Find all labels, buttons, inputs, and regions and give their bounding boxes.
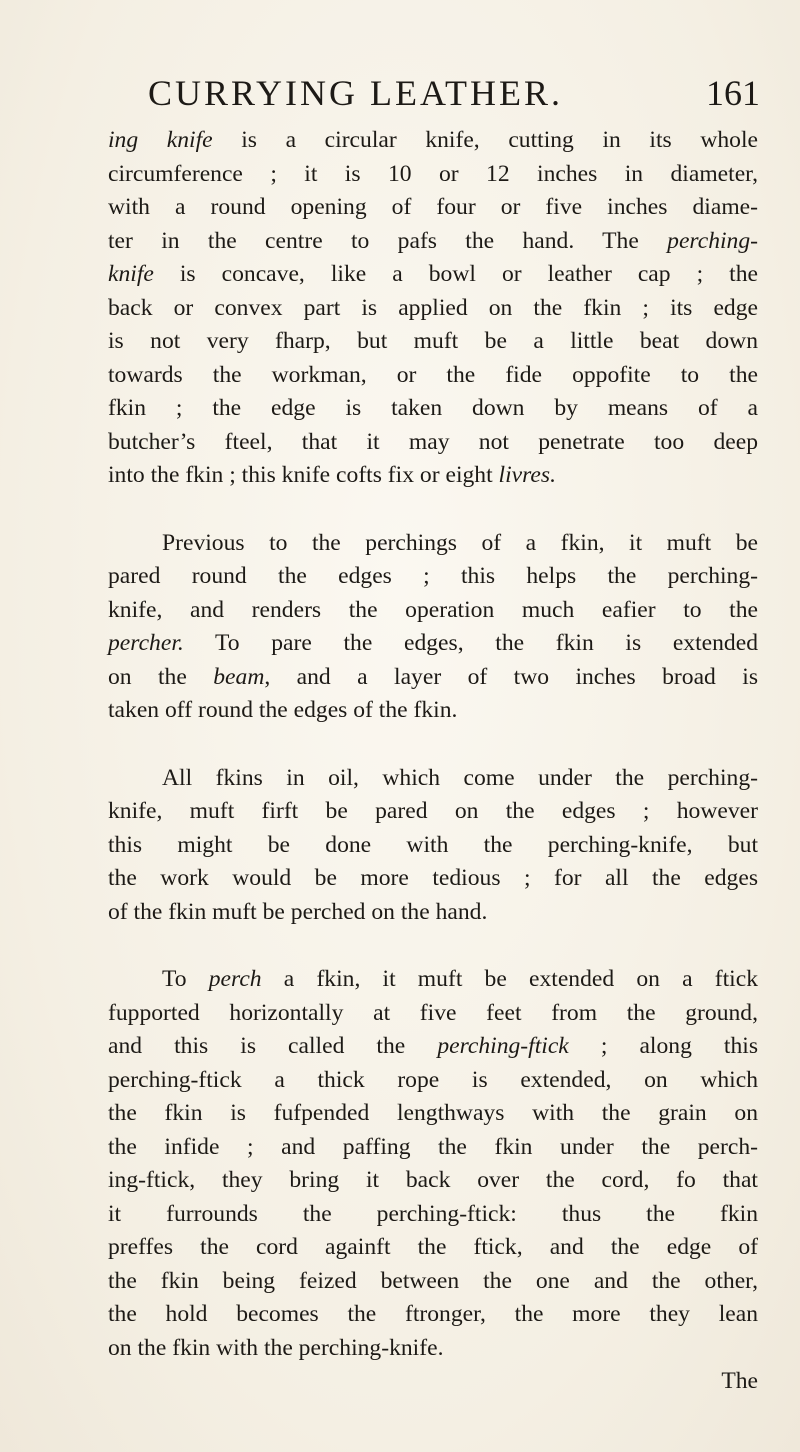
text-line (108, 1265, 758, 1299)
text-run: the work would be more tedious ; for all the edges (108, 865, 758, 891)
text-line (108, 627, 758, 661)
text-line (108, 1231, 758, 1265)
text-run: a fkin, it muft be extended on a ftick (261, 966, 758, 992)
text-line (108, 862, 758, 896)
italic-term: percher. (108, 630, 184, 656)
text-run: Previous to the perchings of a fkin, it muft be (162, 529, 758, 556)
paragraph (108, 963, 758, 1365)
text-run: is not very fharp, but muft be a little beat down (108, 328, 758, 354)
page-number: 161 (706, 73, 760, 113)
text-run: , and a layer of two inches broad is (264, 663, 758, 690)
text-run: of the fkin muft be perched on the hand. (108, 898, 488, 925)
italic-term: perching-ftick (437, 1033, 569, 1059)
running-head (148, 68, 760, 118)
text-run: on the (108, 663, 214, 690)
text-line (108, 292, 758, 326)
text-run: fkin ; the edge is taken down by means of a (108, 395, 758, 421)
italic-term: perching- (667, 227, 758, 254)
text-run: the infide ; and paffing the fkin under the perch- (108, 1133, 758, 1160)
text-line (108, 527, 758, 561)
text-line (108, 1198, 758, 1232)
text-run: with a round opening of four or five inches diame- (108, 194, 758, 220)
paragraph-gap (108, 929, 758, 963)
paragraph (108, 527, 758, 728)
text-line (108, 1332, 758, 1366)
text-run: the fkin is fufpended lengthways with the grain on (108, 1100, 758, 1126)
catchword: The (721, 1368, 758, 1394)
text-line (108, 325, 758, 359)
text-run: on the fkin with the perching-knife. (108, 1334, 444, 1361)
text-run: fupported horizontally at five feet from the ground, (108, 999, 758, 1026)
text-line (108, 829, 758, 863)
text-run: pared round the edges ; this helps the perching- (108, 563, 758, 589)
text-run: circumference ; it is 10 or 12 inches in diameter, (108, 160, 758, 187)
text-line (108, 896, 758, 930)
italic-term: perch (208, 966, 262, 992)
text-run: taken off round the edges of the fkin. (108, 697, 458, 723)
text-run: the fkin being feized between the one and the other, (108, 1267, 758, 1294)
paragraph-gap (108, 493, 758, 527)
text-line (108, 459, 758, 493)
text-run: and this is called the (108, 1033, 438, 1059)
text-run: back or convex part is applied on the fkin ; its edge (108, 294, 758, 321)
text-run: butcher’s fteel, that it may not penetrate too deep (108, 428, 758, 455)
text-line (108, 963, 758, 997)
text-run: is concave, like a bowl or leather cap ; the (153, 261, 758, 287)
text-run: towards the workman, or the fide oppofite to the (108, 361, 758, 388)
paragraph-gap (108, 728, 758, 762)
text-run: the hold becomes the ftronger, the more they lean (108, 1301, 758, 1327)
paragraph (108, 124, 758, 493)
text-run: preffes the cord againft the ftick, and the edge of (108, 1234, 758, 1260)
text-run: All fkins in oil, which come under the perching- (162, 764, 758, 791)
text-line (108, 158, 758, 192)
body-text (108, 124, 758, 1399)
text-line (108, 997, 758, 1031)
text-line (108, 359, 758, 393)
text-run: ing-ftick, they bring it back over the cord, fo that (108, 1167, 758, 1193)
italic-term: beam (213, 663, 265, 690)
text-line (108, 1030, 758, 1064)
text-line (108, 1097, 758, 1131)
text-run: it furrounds the perching-ftick: thus the fkin (108, 1200, 758, 1227)
text-run: this might be done with the perching-knife, but (108, 831, 758, 858)
text-run: To pare the edges, the fkin is extended (183, 630, 758, 656)
text-line (108, 124, 758, 158)
text-run: perching-ftick a thick rope is extended, on which (108, 1066, 758, 1093)
text-run: ter in the centre to pafs the hand. The (108, 227, 668, 254)
text-line (108, 762, 758, 796)
italic-term: knife (108, 261, 154, 287)
italic-term: livres. (498, 462, 556, 488)
text-run: into the fkin ; this knife cofts fix or eight (108, 462, 499, 488)
text-line (108, 1131, 758, 1165)
text-line (108, 560, 758, 594)
text-line (108, 795, 758, 829)
text-line (108, 661, 758, 695)
text-line (108, 258, 758, 292)
paragraph (108, 762, 758, 930)
running-head-title: CURRYING LEATHER. (148, 73, 564, 113)
text-line (108, 225, 758, 259)
text-line (108, 392, 758, 426)
text-line (108, 426, 758, 460)
text-line (108, 1064, 758, 1098)
text-line (108, 594, 758, 628)
text-run: To (162, 966, 209, 992)
text-line (108, 694, 758, 728)
text-run: is a circular knife, cutting in its whole (212, 127, 758, 153)
text-run: knife, and renders the operation much eafier to the (108, 596, 758, 623)
text-line (108, 191, 758, 225)
text-line (108, 1164, 758, 1198)
text-run: knife, muft firft be pared on the edges ; however (108, 798, 758, 824)
italic-term: ing knife (108, 127, 213, 153)
text-run: ; along this (568, 1033, 759, 1059)
text-line (108, 1298, 758, 1332)
